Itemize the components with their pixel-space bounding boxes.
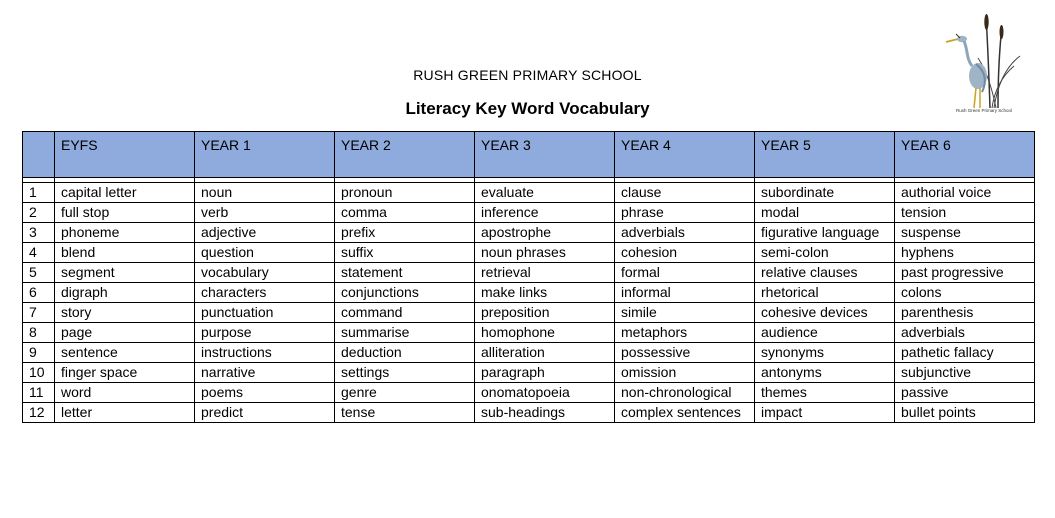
- vocabulary-cell: apostrophe: [475, 223, 615, 243]
- vocabulary-cell: subordinate: [755, 183, 895, 203]
- vocabulary-cell: noun: [195, 183, 335, 203]
- vocabulary-cell: rhetorical: [755, 283, 895, 303]
- vocabulary-cell: adverbials: [615, 223, 755, 243]
- row-number: 1: [23, 183, 55, 203]
- vocabulary-cell: command: [335, 303, 475, 323]
- table-row: [23, 363, 1035, 383]
- vocabulary-cell: genre: [335, 383, 475, 403]
- vocabulary-cell: blend: [55, 243, 195, 263]
- row-number: 12: [23, 403, 55, 423]
- column-header: EYFS: [55, 132, 195, 178]
- column-header: YEAR 6: [895, 132, 1035, 178]
- vocabulary-cell: tension: [895, 203, 1035, 223]
- table-row: [23, 203, 1035, 223]
- vocabulary-cell: conjunctions: [335, 283, 475, 303]
- vocabulary-cell: vocabulary: [195, 263, 335, 283]
- vocabulary-cell: homophone: [475, 323, 615, 343]
- vocabulary-cell: digraph: [55, 283, 195, 303]
- vocabulary-cell: parenthesis: [895, 303, 1035, 323]
- vocabulary-cell: possessive: [615, 343, 755, 363]
- table-header-row: [23, 132, 1035, 178]
- column-header: YEAR 3: [475, 132, 615, 178]
- logo-caption: Rush Green Primary School: [955, 108, 1013, 113]
- vocabulary-cell: clause: [615, 183, 755, 203]
- vocabulary-cell: pathetic fallacy: [895, 343, 1035, 363]
- vocabulary-cell: hyphens: [895, 243, 1035, 263]
- table-row: [23, 263, 1035, 283]
- vocabulary-cell: make links: [475, 283, 615, 303]
- vocabulary-cell: evaluate: [475, 183, 615, 203]
- vocabulary-cell: statement: [335, 263, 475, 283]
- row-number: 2: [23, 203, 55, 223]
- vocabulary-cell: adjective: [195, 223, 335, 243]
- column-header: YEAR 4: [615, 132, 755, 178]
- row-number: 8: [23, 323, 55, 343]
- vocabulary-cell: predict: [195, 403, 335, 423]
- vocabulary-cell: letter: [55, 403, 195, 423]
- vocabulary-cell: authorial voice: [895, 183, 1035, 203]
- vocabulary-cell: suspense: [895, 223, 1035, 243]
- vocabulary-cell: bullet points: [895, 403, 1035, 423]
- vocabulary-cell: suffix: [335, 243, 475, 263]
- vocabulary-cell: themes: [755, 383, 895, 403]
- vocabulary-table: [22, 131, 1035, 423]
- heron-reeds-logo: [942, 8, 1022, 120]
- vocabulary-cell: alliteration: [475, 343, 615, 363]
- vocabulary-cell: deduction: [335, 343, 475, 363]
- vocabulary-cell: antonyms: [755, 363, 895, 383]
- vocabulary-cell: summarise: [335, 323, 475, 343]
- row-number: 4: [23, 243, 55, 263]
- vocabulary-cell: metaphors: [615, 323, 755, 343]
- column-header-number: [23, 132, 55, 178]
- column-header: YEAR 1: [195, 132, 335, 178]
- row-number: 10: [23, 363, 55, 383]
- vocabulary-cell: simile: [615, 303, 755, 323]
- table-row: [23, 303, 1035, 323]
- vocabulary-cell: story: [55, 303, 195, 323]
- vocabulary-cell: characters: [195, 283, 335, 303]
- vocabulary-cell: omission: [615, 363, 755, 383]
- vocabulary-cell: tense: [335, 403, 475, 423]
- row-number: 6: [23, 283, 55, 303]
- vocabulary-cell: non-chronological: [615, 383, 755, 403]
- table-row: [23, 343, 1035, 363]
- vocabulary-cell: colons: [895, 283, 1035, 303]
- vocabulary-cell: comma: [335, 203, 475, 223]
- vocabulary-cell: cohesive devices: [755, 303, 895, 323]
- vocabulary-cell: punctuation: [195, 303, 335, 323]
- vocabulary-cell: sentence: [55, 343, 195, 363]
- vocabulary-cell: sub-headings: [475, 403, 615, 423]
- vocabulary-cell: word: [55, 383, 195, 403]
- table-row: [23, 323, 1035, 343]
- vocabulary-cell: complex sentences: [615, 403, 755, 423]
- vocabulary-cell: phoneme: [55, 223, 195, 243]
- vocabulary-cell: paragraph: [475, 363, 615, 383]
- vocabulary-cell: retrieval: [475, 263, 615, 283]
- vocabulary-cell: verb: [195, 203, 335, 223]
- row-number: 7: [23, 303, 55, 323]
- vocabulary-cell: pronoun: [335, 183, 475, 203]
- vocabulary-cell: impact: [755, 403, 895, 423]
- vocabulary-cell: full stop: [55, 203, 195, 223]
- vocabulary-cell: purpose: [195, 323, 335, 343]
- vocabulary-cell: onomatopoeia: [475, 383, 615, 403]
- vocabulary-cell: finger space: [55, 363, 195, 383]
- vocabulary-cell: past progressive: [895, 263, 1035, 283]
- column-header: YEAR 5: [755, 132, 895, 178]
- vocabulary-cell: passive: [895, 383, 1035, 403]
- row-number: 11: [23, 383, 55, 403]
- table-row: [23, 183, 1035, 203]
- vocabulary-cell: modal: [755, 203, 895, 223]
- row-number: 5: [23, 263, 55, 283]
- vocabulary-cell: cohesion: [615, 243, 755, 263]
- table-row: [23, 223, 1035, 243]
- vocabulary-cell: prefix: [335, 223, 475, 243]
- vocabulary-cell: synonyms: [755, 343, 895, 363]
- row-number: 9: [23, 343, 55, 363]
- vocabulary-cell: audience: [755, 323, 895, 343]
- vocabulary-cell: poems: [195, 383, 335, 403]
- school-name: RUSH GREEN PRIMARY SCHOOL: [413, 67, 642, 83]
- vocabulary-cell: capital letter: [55, 183, 195, 203]
- vocabulary-cell: segment: [55, 263, 195, 283]
- vocabulary-cell: question: [195, 243, 335, 263]
- vocabulary-cell: noun phrases: [475, 243, 615, 263]
- table-row: [23, 403, 1035, 423]
- table-row: [23, 243, 1035, 263]
- vocabulary-cell: subjunctive: [895, 363, 1035, 383]
- vocabulary-cell: formal: [615, 263, 755, 283]
- document-title: Literacy Key Word Vocabulary: [405, 99, 650, 118]
- vocabulary-cell: inference: [475, 203, 615, 223]
- vocabulary-cell: narrative: [195, 363, 335, 383]
- vocabulary-cell: relative clauses: [755, 263, 895, 283]
- vocabulary-cell: adverbials: [895, 323, 1035, 343]
- vocabulary-cell: informal: [615, 283, 755, 303]
- row-number: 3: [23, 223, 55, 243]
- column-header: YEAR 2: [335, 132, 475, 178]
- vocabulary-cell: instructions: [195, 343, 335, 363]
- vocabulary-cell: figurative language: [755, 223, 895, 243]
- table-row: [23, 383, 1035, 403]
- table-row: [23, 283, 1035, 303]
- vocabulary-cell: phrase: [615, 203, 755, 223]
- vocabulary-cell: preposition: [475, 303, 615, 323]
- vocabulary-cell: page: [55, 323, 195, 343]
- vocabulary-cell: semi-colon: [755, 243, 895, 263]
- vocabulary-cell: settings: [335, 363, 475, 383]
